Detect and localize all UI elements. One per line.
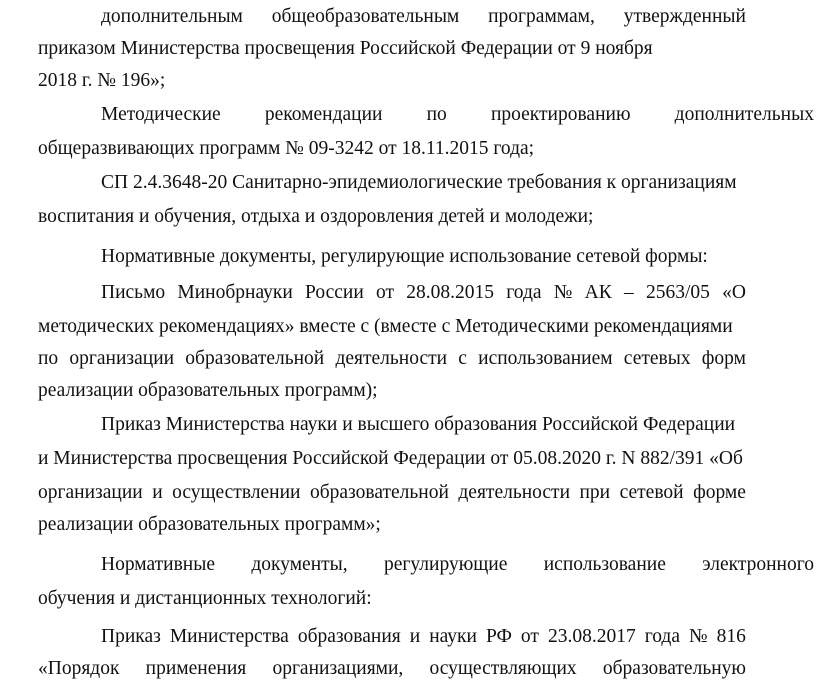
word: и (409, 626, 421, 647)
word: дополнительным (101, 6, 243, 27)
text-line (101, 625, 746, 649)
word: утвержденный (623, 6, 746, 27)
text-line: воспитания и обучения, отдыха и оздоровления детей и молодежи; (38, 206, 594, 227)
word: форме (693, 482, 746, 503)
text-line: Приказ Министерства науки и высшего образования Российской Федерации (101, 414, 736, 435)
word: № (689, 626, 708, 647)
text-line (38, 481, 746, 505)
word: 28.08.2015 (406, 282, 495, 303)
text-line: Нормативные документы, регулирующие использование сетевой формы: (101, 246, 708, 267)
word: при (579, 482, 611, 503)
word: Методические (101, 104, 221, 125)
word: образовательной (185, 348, 325, 369)
text-line: и Министерства просвещения Российской Федерации от 05.08.2020 г. N 882/391 «Об (38, 448, 743, 469)
text-line (38, 657, 746, 681)
word: осуществлении (172, 482, 301, 503)
word: по (426, 104, 447, 125)
word: документы, (251, 554, 348, 575)
word: форм (701, 348, 746, 369)
word: организации (38, 482, 143, 503)
text-line (101, 281, 746, 305)
word: 816 (716, 626, 746, 647)
word: года (644, 626, 680, 647)
word: сетевых (623, 348, 691, 369)
word: «О (722, 282, 746, 303)
word: применения (145, 658, 247, 679)
word: – (623, 282, 634, 303)
text-line: методических рекомендациях» вместе с (вместе с Методическими рекомендациями (38, 316, 733, 337)
word: 2563/05 (645, 282, 710, 303)
word: проектированию (490, 104, 631, 125)
word: программам, (488, 6, 595, 27)
text-line: СП 2.4.3648-20 Санитарно-эпидемиологические требования к организациям (101, 172, 737, 193)
word: «Порядок (38, 658, 120, 679)
word: и (152, 482, 163, 503)
word: деятельности (458, 482, 571, 503)
word: образовательную (602, 658, 746, 679)
word: общеобразовательным (271, 6, 460, 27)
word: от (520, 626, 539, 647)
word: 23.08.2017 (547, 626, 636, 647)
text-line (101, 5, 746, 29)
word: науки (429, 626, 477, 647)
word: Минобрнауки (177, 282, 293, 303)
word: по (38, 348, 59, 369)
word: образовательной (309, 482, 449, 503)
word: России (305, 282, 364, 303)
word: Нормативные (101, 554, 216, 575)
text-line: реализации образовательных программ»; (38, 514, 381, 535)
word: года (506, 282, 542, 303)
word: использование (543, 554, 666, 575)
text-line: 2018 г. № 196»; (38, 70, 166, 91)
word: регулирующие (384, 554, 508, 575)
word: Министерства (169, 626, 289, 647)
word: дополнительных (674, 104, 814, 125)
text-line (38, 347, 746, 371)
word: сетевой (619, 482, 684, 503)
text-line (101, 103, 814, 127)
word: электронного (702, 554, 814, 575)
text-line: реализации образовательных программ); (38, 380, 378, 401)
word: Письмо (101, 282, 166, 303)
word: организациями, (272, 658, 404, 679)
text-line (101, 553, 814, 577)
word: с (458, 348, 467, 369)
word: осуществляющих (429, 658, 577, 679)
word: от (376, 282, 395, 303)
word: образования (297, 626, 401, 647)
word: организации (69, 348, 175, 369)
text-line: обучения и дистанционных технологий: (38, 588, 372, 609)
text-line: общеразвивающих программ № 09-3242 от 18.11.2015 года; (38, 138, 535, 159)
word: № (553, 282, 573, 303)
word: РФ (485, 626, 512, 647)
word: Приказ (101, 626, 161, 647)
word: АК (584, 282, 612, 303)
word: использованием (478, 348, 613, 369)
word: рекомендации (264, 104, 383, 125)
word: деятельности (335, 348, 448, 369)
text-line: приказом Министерства просвещения Российской Федерации от 9 ноября (38, 38, 653, 59)
